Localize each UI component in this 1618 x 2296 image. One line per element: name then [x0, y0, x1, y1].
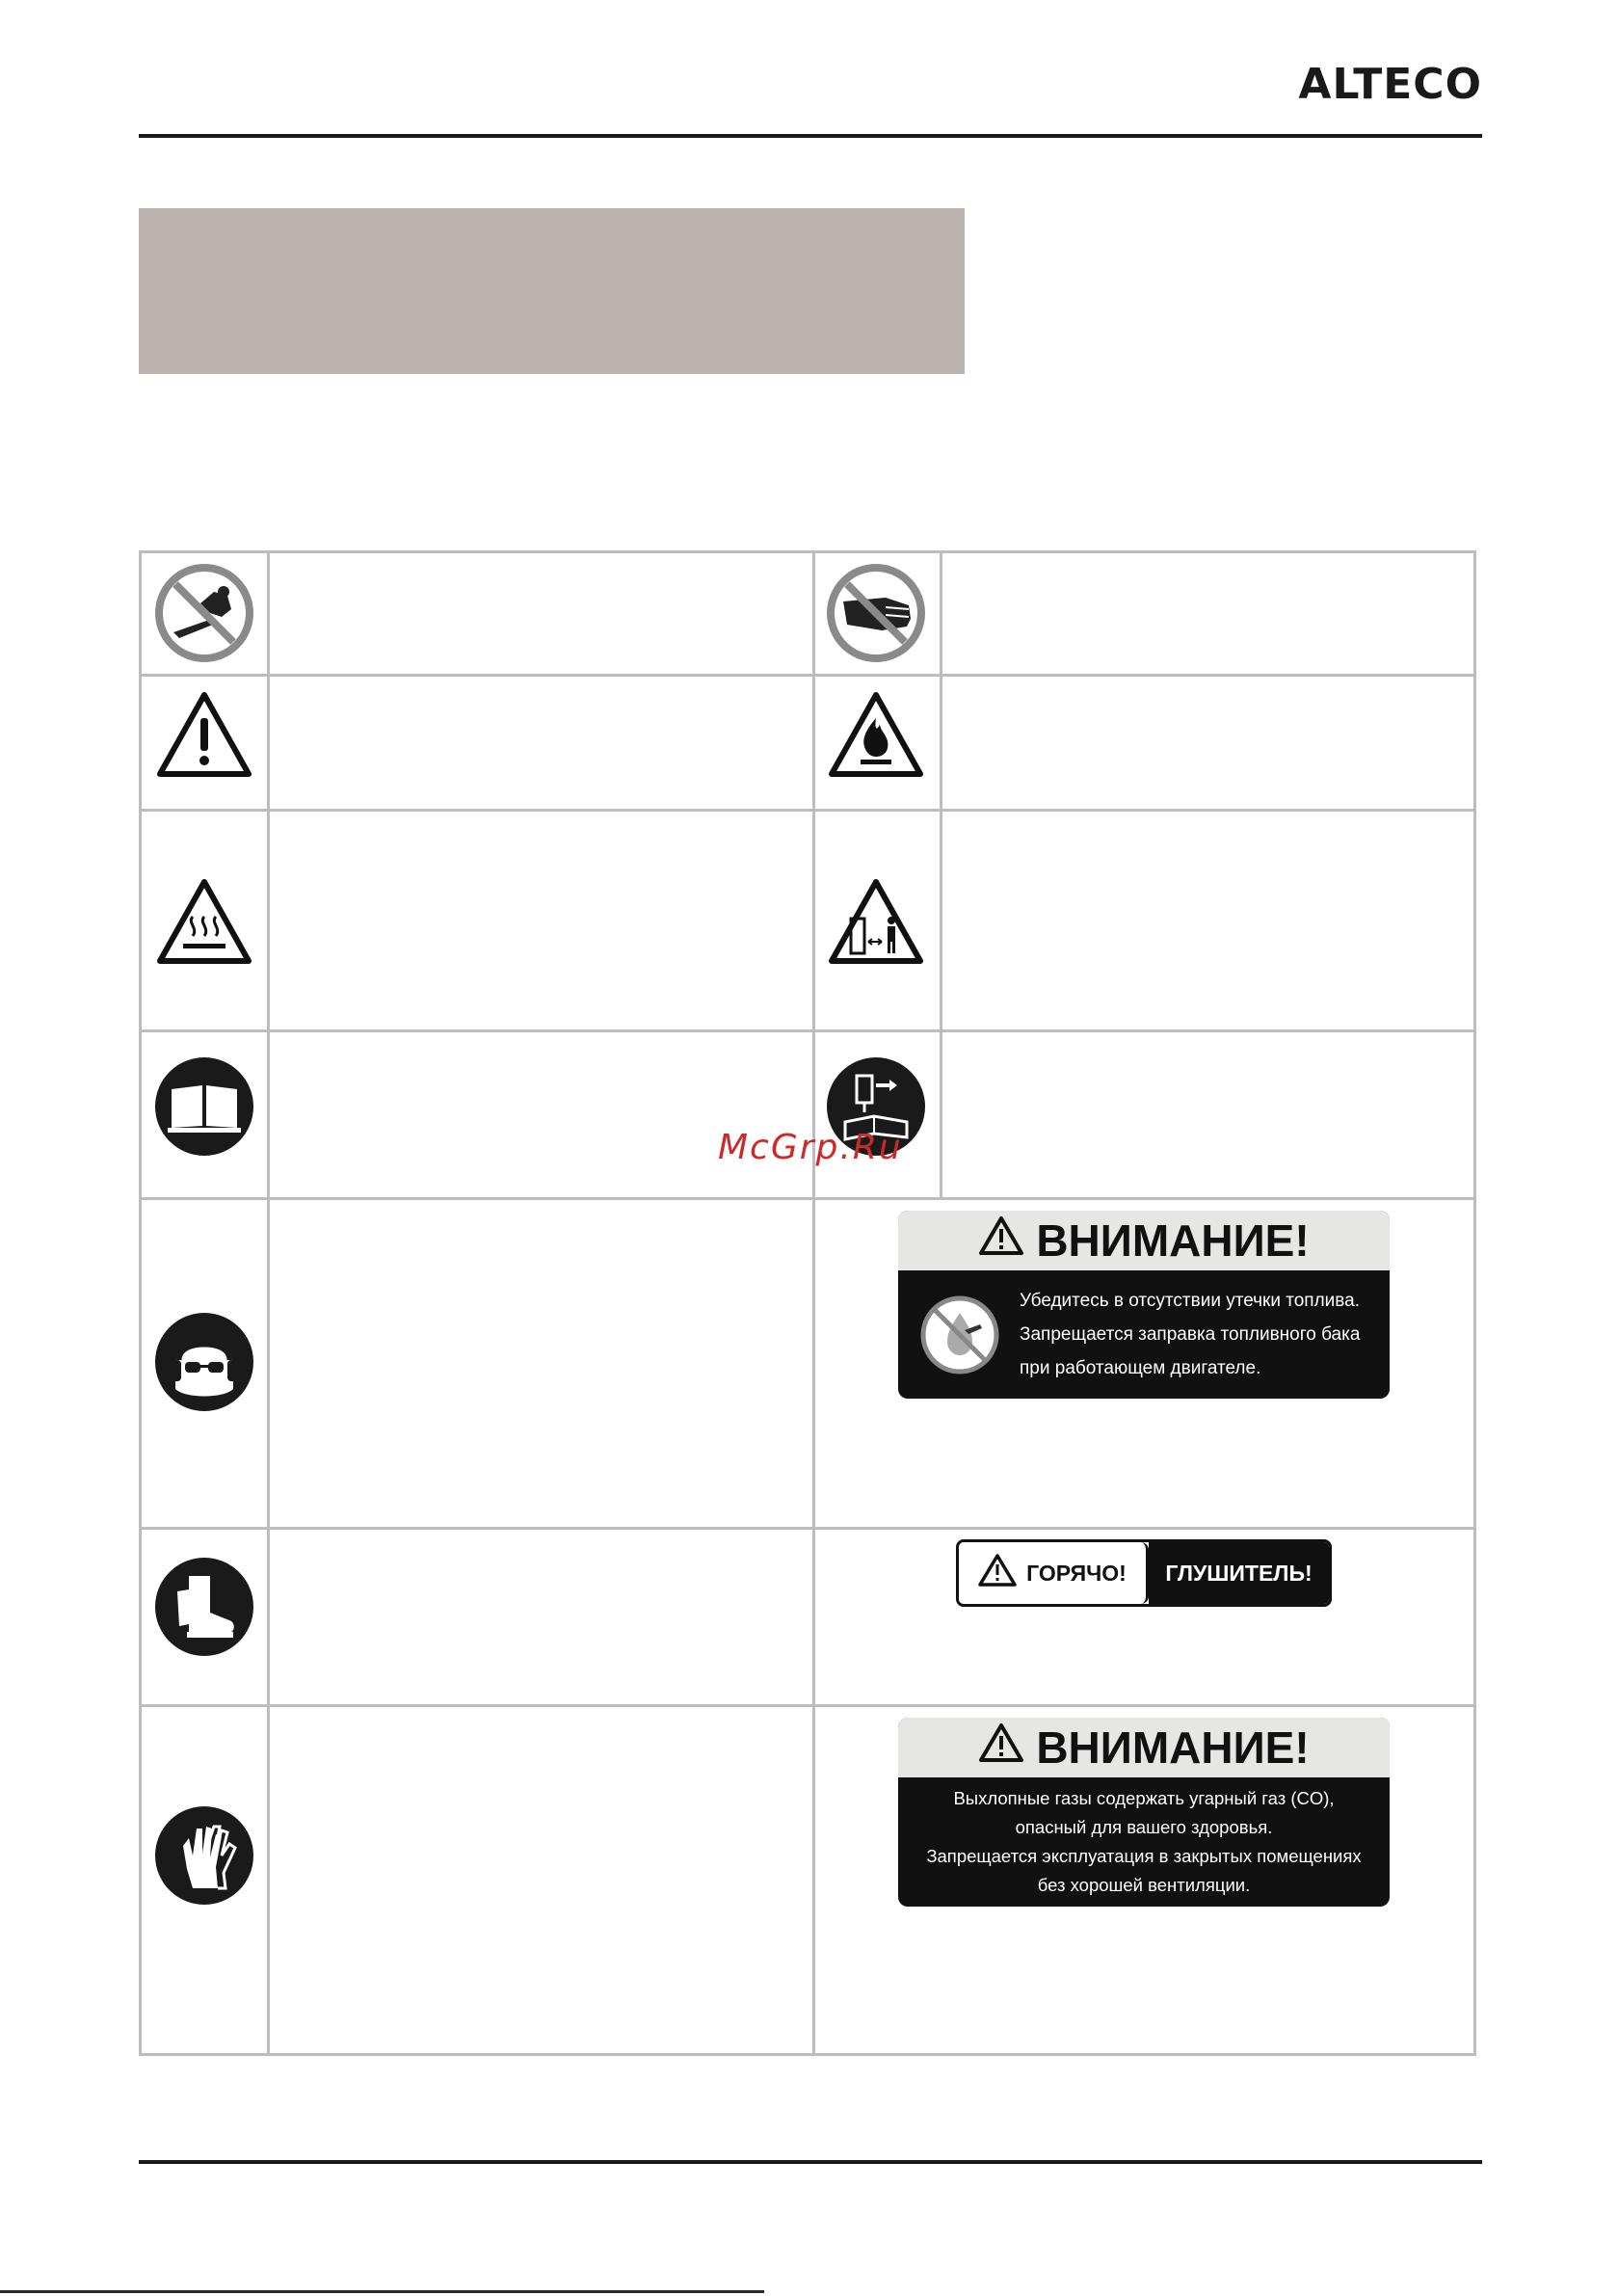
- label-line: без хорошей вентиляции.: [1037, 1875, 1251, 1895]
- wear-eye-ear-protection-icon: [154, 1312, 254, 1412]
- row-divider: [142, 1029, 1473, 1032]
- section-title-block: [139, 208, 965, 374]
- exhaust-warning-label: [898, 1718, 1390, 1907]
- page-edge-line: [0, 2290, 764, 2293]
- watermark: McGrp.Ru: [718, 1128, 903, 1167]
- hot-section: [959, 1542, 1149, 1604]
- muffler-text: ГЛУШИТЕЛЬ!: [1149, 1542, 1329, 1604]
- general-warning-icon: [154, 689, 254, 782]
- do-not-touch-hand-icon: [826, 563, 926, 663]
- column-divider: [267, 553, 270, 2053]
- flammable-warning-icon: [826, 689, 926, 782]
- label-line: при работающем двигателе.: [1020, 1358, 1261, 1378]
- label-header: [898, 1718, 1390, 1777]
- wear-safety-boots-icon: [154, 1557, 254, 1657]
- warning-triangle-icon: [978, 1215, 1024, 1267]
- hot-surface-warning-icon: [154, 876, 254, 969]
- row-divider: [142, 1704, 1473, 1707]
- row-divider: [142, 1527, 1473, 1530]
- fuel-warning-label: [898, 1211, 1390, 1399]
- label-body: [898, 1777, 1390, 1907]
- label-line: опасный для вашего здоровья.: [1015, 1817, 1273, 1837]
- row-divider: [142, 674, 1473, 677]
- row-divider: [142, 1197, 1473, 1200]
- hot-muffler-label: [956, 1539, 1332, 1607]
- no-refuel-icon: [920, 1295, 999, 1379]
- label-header: [898, 1211, 1390, 1270]
- column-divider: [940, 553, 942, 1200]
- warning-triangle-icon: [978, 1722, 1024, 1774]
- row-divider: [142, 809, 1473, 812]
- label-title: ВНИМАНИЕ!: [1036, 1722, 1310, 1773]
- column-divider: [812, 553, 815, 2053]
- footer-rule: [139, 2160, 1482, 2164]
- wear-gloves-icon: [154, 1805, 254, 1906]
- label-line: Убедитесь в отсутствии утечки топлива.: [1020, 1291, 1361, 1311]
- warning-triangle-icon: [978, 1554, 1017, 1592]
- label-line: Запрещается заправка топливного бака: [1020, 1324, 1361, 1345]
- keep-distance-warning-icon: [826, 876, 926, 969]
- label-title: ВНИМАНИЕ!: [1036, 1215, 1310, 1266]
- label-line: Выхлопные газы содержать угарный газ (CO),: [953, 1788, 1335, 1808]
- header-rule: [139, 134, 1482, 138]
- no-hands-near-moving-parts-icon: [154, 563, 254, 663]
- label-line: Запрещается эксплуатация в закрытых помещениях: [926, 1846, 1362, 1866]
- hot-text: ГОРЯЧО!: [1026, 1560, 1127, 1586]
- brand-logo: ALTECO: [1298, 59, 1482, 109]
- read-manual-icon: [154, 1056, 254, 1157]
- label-body: [898, 1270, 1390, 1399]
